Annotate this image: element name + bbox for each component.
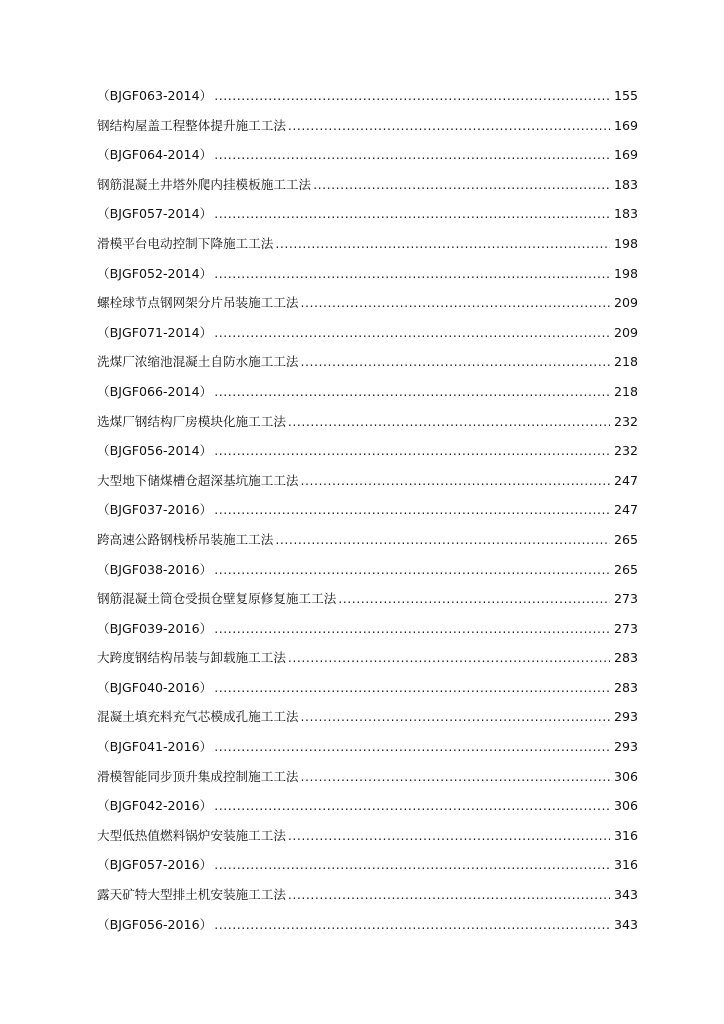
toc-page-number: 265	[613, 561, 638, 577]
toc-page-number: 209	[613, 295, 638, 311]
toc-entry[interactable]	[97, 826, 638, 856]
toc-page-number: 198	[613, 235, 638, 251]
toc-entry-title: 露天矿特大型排土机安装施工工法	[97, 887, 286, 903]
toc-entry-title: （BJGF063-2014）	[97, 88, 213, 103]
toc-page-number: 232	[613, 413, 638, 429]
toc-page-number: 306	[613, 768, 638, 784]
toc-page-number: 169	[613, 117, 638, 133]
toc-page-number: 316	[613, 857, 638, 873]
toc-entry-title: 螺栓球节点钢网架分片吊装施工工法	[97, 295, 299, 311]
toc-entry-title: 滑模平台电动控制下降施工工法	[97, 235, 274, 251]
toc-entry-title: （BJGF038-2016）	[97, 561, 213, 577]
toc-entry[interactable]	[97, 352, 638, 382]
toc-dot-leader	[214, 915, 610, 935]
toc-page-number: 293	[613, 739, 638, 755]
toc-page-number: 265	[613, 531, 638, 547]
toc-entry[interactable]	[97, 264, 638, 294]
toc-entry[interactable]	[97, 885, 638, 915]
toc-dot-leader	[214, 737, 610, 757]
toc-dot-leader	[313, 175, 610, 195]
toc-dot-leader	[214, 500, 610, 520]
toc-dot-leader	[275, 234, 610, 254]
toc-entry-title: 滑模智能同步顶升集成控制施工工法	[97, 768, 299, 784]
toc-dot-leader	[214, 441, 610, 461]
toc-entry-title: 大型地下储煤槽仓超深基坑施工工法	[97, 472, 299, 488]
toc-page-number: 247	[613, 472, 638, 488]
toc-entry-title: （BJGF057-2014）	[97, 206, 213, 222]
toc-entry[interactable]	[97, 412, 638, 442]
toc-entry-title: 跨高速公路钢栈桥吊装施工工法	[97, 531, 274, 547]
toc-entry[interactable]	[97, 323, 638, 353]
toc-dot-leader	[214, 264, 610, 284]
toc-entry-title: （BJGF037-2016）	[97, 502, 213, 518]
toc-entry-title: （BJGF039-2016）	[97, 620, 213, 636]
toc-entry-title: （BJGF041-2016）	[97, 739, 213, 755]
toc-entry-title: 大跨度钢结构吊装与卸载施工工法	[97, 650, 286, 666]
toc-page-number: 343	[613, 887, 638, 903]
toc-dot-leader	[275, 530, 610, 550]
toc-page-number: 169	[613, 147, 638, 163]
toc-dot-leader	[288, 826, 610, 846]
toc-entry[interactable]	[97, 234, 638, 264]
toc-dot-leader	[301, 767, 611, 787]
toc-entry-title: 钢结构屋盖工程整体提升施工工法	[97, 117, 286, 133]
toc-entry[interactable]	[97, 204, 638, 234]
toc-page-number: 183	[613, 176, 638, 192]
toc-page-number: 183	[613, 206, 638, 222]
toc-dot-leader	[214, 204, 610, 224]
toc-page-number: 198	[613, 265, 638, 281]
toc-entry-title: （BJGF066-2014）	[97, 383, 213, 399]
toc-dot-leader	[214, 382, 610, 402]
toc-entry[interactable]	[97, 500, 638, 530]
toc-entry[interactable]	[97, 530, 638, 560]
toc-page-number: 155	[613, 88, 638, 103]
toc-page-number: 218	[613, 383, 638, 399]
toc-page-number: 232	[613, 443, 638, 459]
toc-entry[interactable]	[97, 619, 638, 649]
toc-entry-title: 洗煤厂浓缩池混凝土自防水施工工法	[97, 354, 299, 370]
toc-entry[interactable]	[97, 382, 638, 412]
toc-entry[interactable]	[97, 767, 638, 797]
toc-dot-leader	[288, 116, 610, 136]
toc-dot-leader	[301, 352, 611, 372]
toc-entry-title: （BJGF052-2014）	[97, 265, 213, 281]
toc-entry[interactable]	[97, 116, 638, 146]
toc-page-number: 247	[613, 502, 638, 518]
toc-entry[interactable]	[97, 796, 638, 826]
toc-entry[interactable]	[97, 737, 638, 767]
toc-page-number: 273	[613, 591, 638, 607]
toc-entry-title: （BJGF056-2016）	[97, 916, 213, 932]
toc-page-number: 218	[613, 354, 638, 370]
toc-dot-leader	[301, 707, 611, 727]
table-of-contents	[97, 86, 638, 944]
toc-page-number: 283	[613, 650, 638, 666]
toc-entry[interactable]	[97, 589, 638, 619]
toc-page-number: 316	[613, 827, 638, 843]
toc-dot-leader	[214, 855, 610, 875]
toc-dot-leader	[288, 412, 610, 432]
toc-dot-leader	[214, 678, 610, 698]
toc-entry[interactable]	[97, 293, 638, 323]
toc-dot-leader	[214, 323, 610, 343]
toc-page-number: 306	[613, 798, 638, 814]
toc-entry[interactable]	[97, 855, 638, 885]
toc-entry[interactable]	[97, 707, 638, 737]
toc-entry-title: （BJGF056-2014）	[97, 443, 213, 459]
toc-entry[interactable]	[97, 678, 638, 708]
toc-entry[interactable]	[97, 175, 638, 205]
toc-dot-leader	[214, 86, 610, 106]
toc-entry[interactable]	[97, 145, 638, 175]
toc-dot-leader	[338, 589, 610, 609]
toc-dot-leader	[214, 145, 610, 165]
toc-entry-title: 选煤厂钢结构厂房模块化施工工法	[97, 413, 286, 429]
toc-dot-leader	[288, 885, 610, 905]
toc-entry[interactable]	[97, 86, 638, 116]
toc-page-number: 283	[613, 679, 638, 695]
toc-dot-leader	[288, 648, 610, 668]
toc-dot-leader	[214, 619, 610, 639]
toc-entry-title: （BJGF057-2016）	[97, 857, 213, 873]
toc-entry[interactable]	[97, 441, 638, 471]
toc-entry-title: （BJGF064-2014）	[97, 147, 213, 163]
toc-dot-leader	[214, 796, 610, 816]
toc-entry[interactable]	[97, 648, 638, 678]
toc-entry[interactable]	[97, 471, 638, 501]
toc-dot-leader	[301, 471, 611, 491]
toc-entry-title: （BJGF040-2016）	[97, 679, 213, 695]
toc-page-number: 273	[613, 620, 638, 636]
toc-entry-title: 钢筋混凝土井塔外爬内挂模板施工工法	[97, 176, 312, 192]
toc-entry-title: （BJGF071-2014）	[97, 324, 213, 340]
toc-entry-title: 钢筋混凝土筒仓受损仓壁复原修复施工工法	[97, 591, 337, 607]
toc-entry[interactable]	[97, 915, 638, 945]
toc-entry-title: 混凝土填充料充气芯模成孔施工工法	[97, 709, 299, 725]
toc-entry-title: （BJGF042-2016）	[97, 798, 213, 814]
toc-entry-title: 大型低热值燃料锅炉安装施工工法	[97, 827, 286, 843]
toc-dot-leader	[214, 560, 610, 580]
toc-page-number: 209	[613, 324, 638, 340]
toc-page-number: 343	[613, 916, 638, 932]
toc-dot-leader	[301, 293, 611, 313]
toc-page-number: 293	[613, 709, 638, 725]
toc-entry[interactable]	[97, 560, 638, 590]
